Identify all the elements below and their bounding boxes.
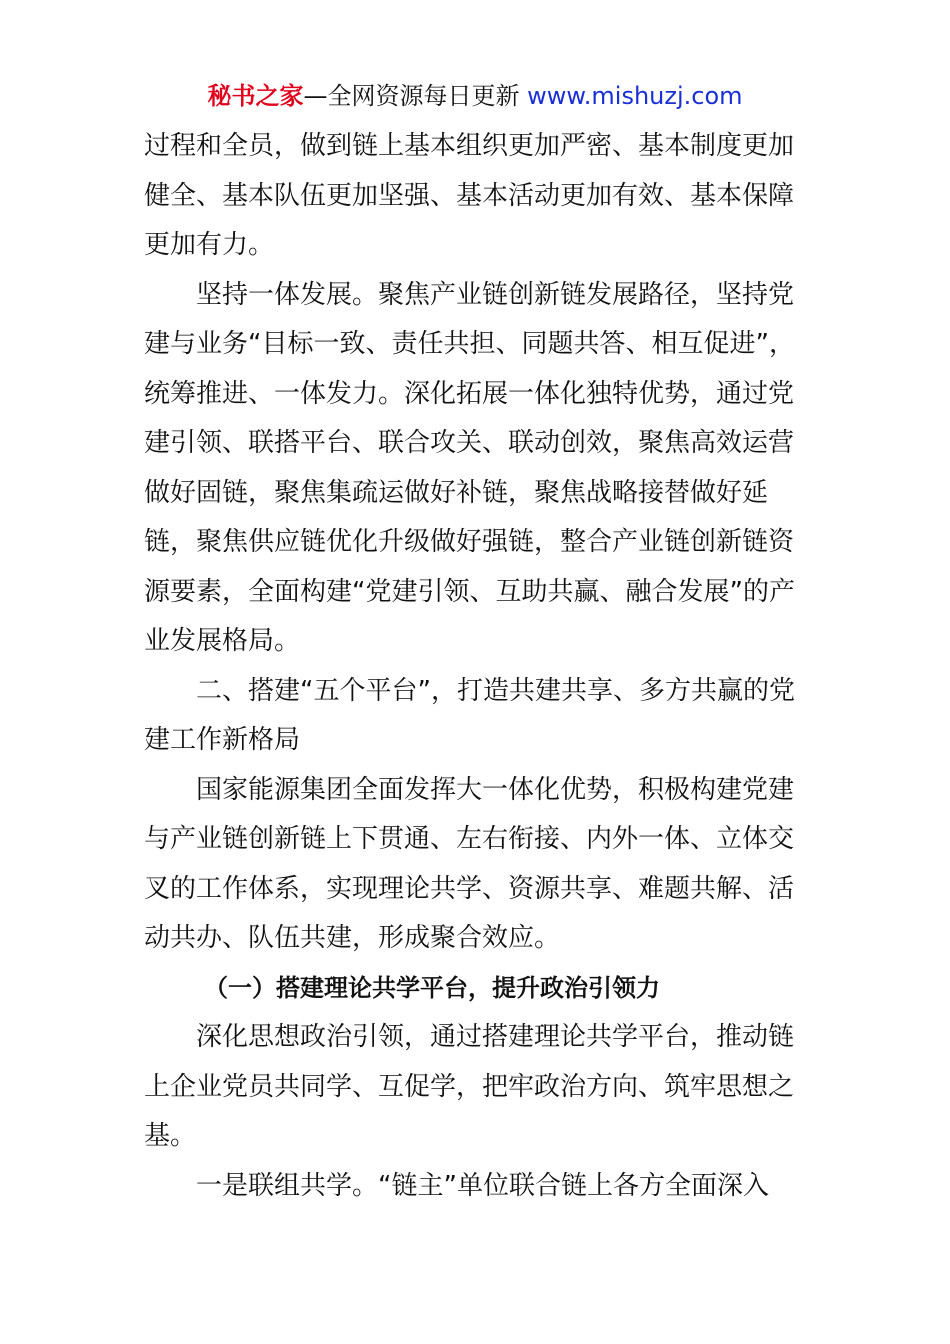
site-url[interactable]: www.mishuzj.com — [527, 82, 743, 110]
section-heading-two: 二、搭建“五个平台”，打造共建共享、多方共赢的党建工作新格局 — [144, 675, 795, 755]
document-body — [144, 122, 808, 1211]
paragraph-integrated-development: 坚持一体发展。聚焦产业链创新链发展路径，坚持党建与业务“目标一致、责任共担、同题共答、相互促进”，统筹推进、一体发力。深化拓展一体化独特优势，通过党建引领、联搭平台、联合攻关、联动创效，聚焦高效运营做好固链，聚焦集疏运做好补链，聚焦战略接替做好延链，聚焦供应链优化升级做好强链，整合产业链创新链资源要素，全面构建“党建引领、互助共赢、融合发展”的产业发展格局。 — [144, 279, 795, 656]
site-brand: 秘书之家 — [207, 82, 304, 110]
site-tagline: —全网资源每日更新 — [303, 82, 520, 110]
paragraph-continuation: 过程和全员，做到链上基本组织更加严密、基本制度更加健全、基本队伍更加坚强、基本活动更加有效、基本保障更加有力。 — [144, 131, 795, 260]
paragraph-group-overview: 国家能源集团全面发挥大一体化优势，积极构建党建与产业链创新链上下贯通、左右衔接、内外一体、立体交叉的工作体系，实现理论共学、资源共享、难题共解、活动共办、队伍共建，形成聚合效应。 — [144, 774, 795, 953]
subsection-heading-one: （一）搭建理论共学平台，提升政治引领力 — [204, 973, 660, 1002]
paragraph-theory-platform: 深化思想政治引领，通过搭建理论共学平台，推动链上企业党员共同学、互促学，把牢政治方向、筑牢思想之基。 — [144, 1022, 795, 1151]
page-header — [0, 80, 950, 112]
paragraph-joint-study: 一是联组共学。“链主”单位联合链上各方全面深入 — [196, 1170, 769, 1201]
